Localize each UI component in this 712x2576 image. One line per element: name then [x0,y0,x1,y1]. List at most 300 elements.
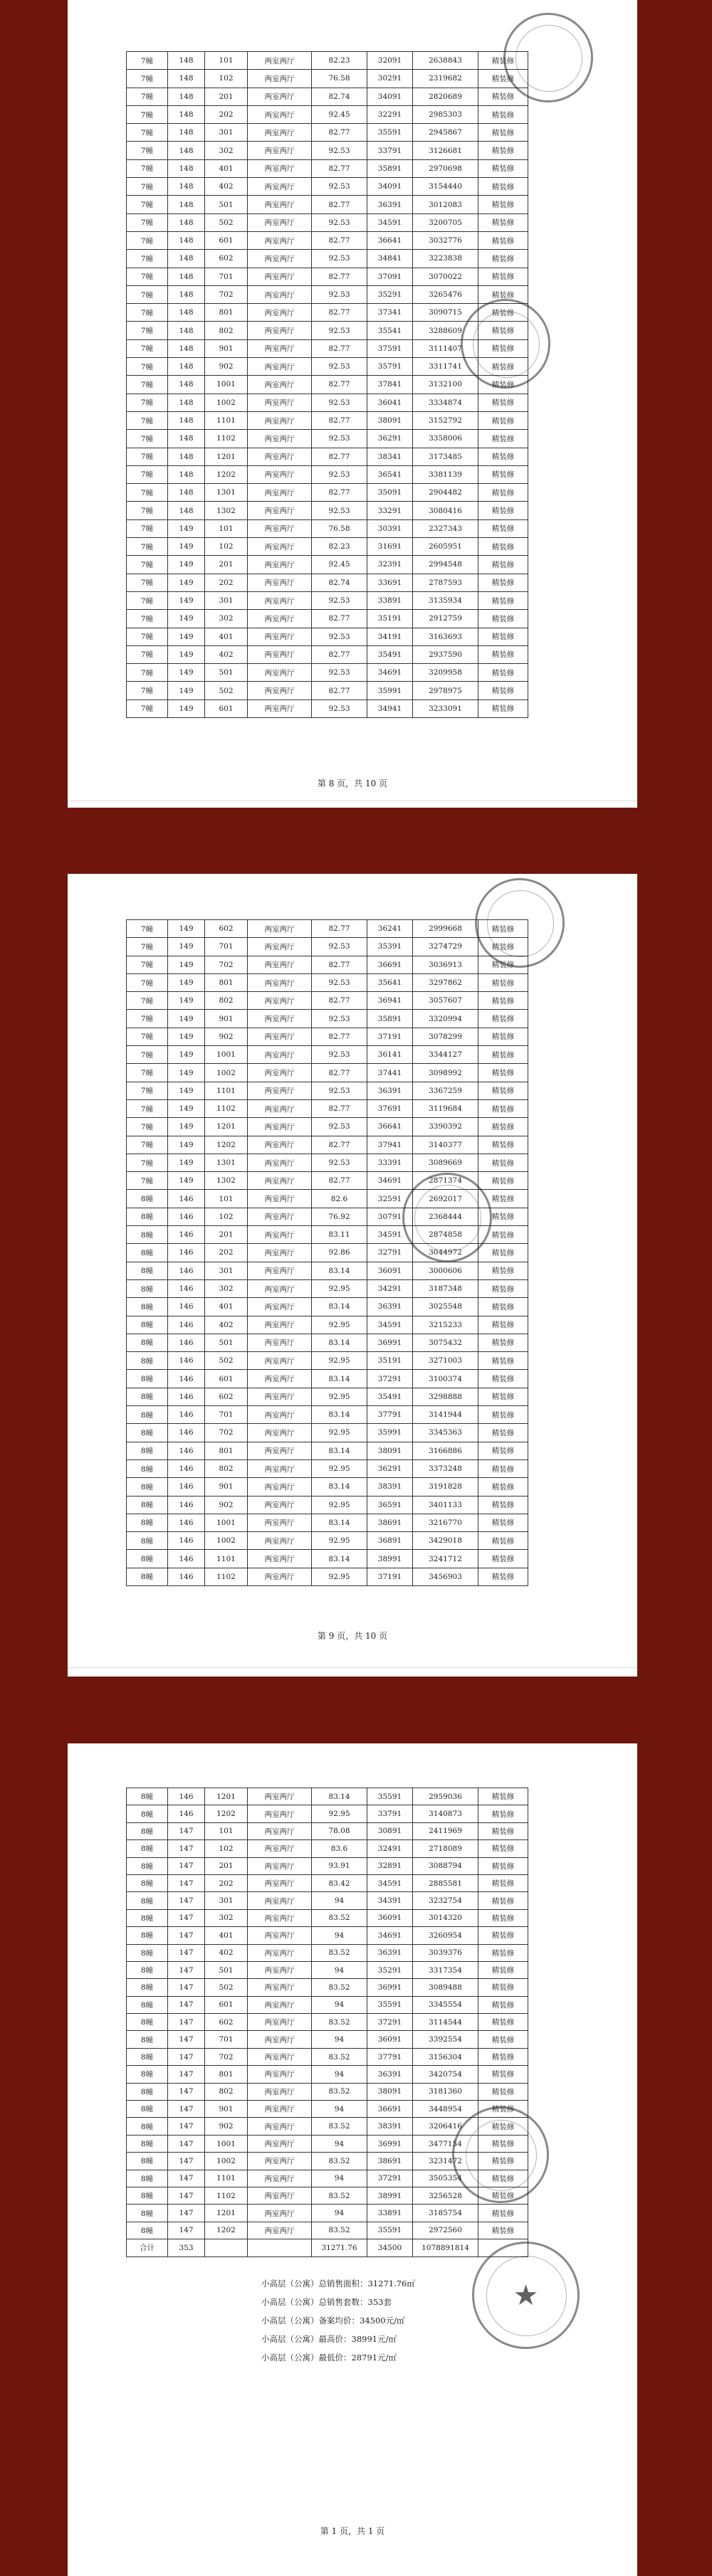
table-cell: 8幢 [127,1532,168,1550]
table-cell: 147 [168,2118,205,2135]
table-cell: 两室两厅 [248,1172,312,1190]
table-cell: 902 [205,1028,248,1045]
table-cell: 147 [168,1944,205,1961]
table-cell: 34391 [367,1892,413,1909]
table-cell: 146 [168,1244,205,1262]
table-cell: 精装修 [478,1262,528,1279]
table-row [127,1352,528,1370]
table-row [127,1388,528,1405]
table-cell: 82.77 [312,956,367,973]
table-cell: 精装修 [478,358,528,376]
table-cell: 精装修 [478,1909,528,1926]
table-cell: 两室两厅 [248,1568,312,1585]
table-cell: 精装修 [478,1352,528,1370]
table-cell: 精装修 [478,1514,528,1531]
table-cell: 1301 [205,1154,248,1171]
table-cell: 3057607 [413,992,478,1010]
table-cell: 148 [168,411,205,429]
table-cell: 7幢 [127,411,168,429]
summary-total-units: 小高层（公寓）总销售套数：353套 [261,2297,392,2307]
table-cell: 7幢 [127,1064,168,1082]
table-cell: 2912759 [413,610,478,628]
table-cell: 8幢 [127,1442,168,1459]
table-row [127,1478,528,1496]
table-cell: 92.95 [312,1352,367,1370]
table-cell: 8幢 [127,1788,168,1805]
table-cell: 94 [312,1892,367,1909]
table-cell: 83.14 [312,1788,367,1805]
table-cell: 7幢 [127,645,168,663]
table-cell: 102 [205,1208,248,1225]
table-cell: 37191 [367,1028,413,1045]
table-cell: 精装修 [478,105,528,123]
table-row [127,250,528,268]
table-cell: 1202 [205,2222,248,2239]
table-cell: 147 [168,2135,205,2152]
table-cell: 702 [205,2048,248,2065]
table-cell: 2978975 [413,682,478,700]
table-cell: 38341 [367,448,413,465]
table-cell: 7幢 [127,1082,168,1099]
table-cell: 精装修 [478,124,528,142]
table-cell: 1101 [205,1082,248,1099]
table-cell: 1302 [205,1172,248,1190]
table-cell: 83.42 [312,1874,367,1891]
table-row [127,2048,528,2065]
table-row [127,556,528,574]
table-cell: 3025548 [413,1298,478,1316]
table-cell: 精装修 [478,1046,528,1064]
table-cell: 92.95 [312,1388,367,1405]
table-cell: 149 [168,1154,205,1171]
table-cell: 精装修 [478,519,528,537]
table-cell: 148 [168,142,205,159]
table-cell: 1001 [205,376,248,394]
table-cell: 302 [205,142,248,159]
table-cell: 31691 [367,538,413,556]
table-cell: 8幢 [127,1334,168,1351]
table-cell: 82.74 [312,88,367,105]
table-cell: 8幢 [127,1550,168,1568]
table-cell: 146 [168,1388,205,1405]
table-cell: 32291 [367,105,413,123]
table-cell: 精装修 [478,1370,528,1388]
table-cell: 102 [205,70,248,88]
table-cell: 精装修 [478,1154,528,1171]
page-footer: 第 1 页，共 1 页 [320,2526,385,2536]
table-cell: 精装修 [478,1996,528,2013]
table-cell: 7幢 [127,1099,168,1117]
official-seal-stamp [503,13,593,102]
table-cell: 83.52 [312,1944,367,1961]
table-row [127,1298,528,1316]
table-cell: 3241712 [413,1550,478,1568]
table-cell: 7幢 [127,1172,168,1190]
table-row [127,502,528,519]
table-cell: 精装修 [478,2153,528,2170]
table-cell: 148 [168,285,205,303]
table-row [127,973,528,991]
table-cell: 602 [205,920,248,938]
table-cell: 148 [168,88,205,105]
table-cell: 3311741 [413,358,478,376]
table-cell: 82.77 [312,1064,367,1082]
table-cell: 8幢 [127,1298,168,1316]
table-cell: 502 [205,682,248,700]
official-seal-stamp [461,299,550,389]
table-cell: 两室两厅 [248,52,312,70]
table-cell: 149 [168,920,205,938]
table-cell: 34591 [367,1874,413,1891]
table-row [127,628,528,645]
table-cell: 34691 [367,664,413,682]
table-cell: 1202 [205,1805,248,1822]
table-cell: 146 [168,1298,205,1316]
table-cell: 精装修 [478,700,528,717]
table-cell: 两室两厅 [248,213,312,231]
table-row [127,1459,528,1477]
table-cell: 38691 [367,2153,413,2170]
table-cell: 精装修 [478,339,528,357]
official-seal-stamp [402,1173,492,1262]
table-cell: 82.77 [312,610,367,628]
table-cell: 3317354 [413,1961,478,1978]
table-cell: 3154440 [413,178,478,196]
table-cell: 精装修 [478,1010,528,1028]
table-cell: 两室两厅 [248,105,312,123]
table-cell: 38991 [367,2187,413,2204]
table-cell: 501 [205,1961,248,1978]
table-cell: 148 [168,358,205,376]
table-row [127,1082,528,1099]
table-cell: 701 [205,2031,248,2048]
table-cell: 37841 [367,376,413,394]
total-cell: 1078891814 [413,2239,478,2256]
table-cell: 36691 [367,2101,413,2118]
table-cell: 精装修 [478,682,528,700]
table-cell: 7幢 [127,70,168,88]
table-cell: 149 [168,628,205,645]
table-cell: 两室两厅 [248,1208,312,1225]
table-row [127,956,528,973]
table-cell: 8幢 [127,1927,168,1944]
table-cell: 7幢 [127,124,168,142]
table-cell: 精装修 [478,1840,528,1857]
table-row [127,213,528,231]
table-cell: 3173485 [413,448,478,465]
official-seal-stamp [475,878,565,968]
table-cell: 301 [205,1892,248,1909]
table-cell: 两室两厅 [248,1459,312,1477]
table-cell: 148 [168,268,205,285]
table-cell: 7幢 [127,973,168,991]
table-cell: 精装修 [478,1190,528,1208]
table-cell: 82.77 [312,124,367,142]
table-cell: 146 [168,1568,205,1585]
table-cell: 8幢 [127,1406,168,1424]
table-cell: 83.52 [312,2153,367,2170]
table-cell: 3505354 [413,2170,478,2187]
table-cell: 33791 [367,1805,413,1822]
table-cell: 3100374 [413,1370,478,1388]
table-row [127,1822,528,1839]
table-cell: 两室两厅 [248,1857,312,1874]
table-cell: 3231472 [413,2153,478,2170]
table-cell: 精装修 [478,1927,528,1944]
table-cell: 精装修 [478,1822,528,1839]
table-cell: 两室两厅 [248,159,312,177]
table-cell: 8幢 [127,2222,168,2239]
table-cell: 精装修 [478,213,528,231]
table-cell: 两室两厅 [248,394,312,411]
table-cell: 902 [205,358,248,376]
table-cell: 35891 [367,1010,413,1028]
table-cell: 82.77 [312,1136,367,1154]
table-cell: 92.53 [312,465,367,483]
table-cell: 7幢 [127,502,168,519]
table-cell: 3297862 [413,973,478,991]
table-row [127,700,528,717]
table-cell: 37791 [367,2048,413,2065]
table-cell: 两室两厅 [248,2014,312,2031]
table-cell: 92.53 [312,430,367,448]
table-cell: 8幢 [127,2205,168,2222]
table-cell: 83.52 [312,1909,367,1926]
summary-min-price: 小高层（公寓）最低价：28791元/㎡ [261,2353,397,2363]
table-cell: 精装修 [478,920,528,938]
page-bottom-rule [68,1667,637,1668]
table-cell: 两室两厅 [248,2083,312,2100]
table-row [127,1316,528,1334]
table-cell: 146 [168,1514,205,1531]
table-cell: 1102 [205,1099,248,1117]
table-cell: 3132100 [413,376,478,394]
table-cell: 3141944 [413,1406,478,1424]
table-cell: 7幢 [127,920,168,938]
table-cell: 36991 [367,1979,413,1996]
table-cell: 1102 [205,2187,248,2204]
table-cell: 82.77 [312,448,367,465]
table-cell: 精装修 [478,484,528,502]
table-cell: 3044972 [413,1244,478,1262]
table-cell: 精装修 [478,574,528,591]
table-cell: 精装修 [478,376,528,394]
table-cell: 3089669 [413,1154,478,1171]
table-cell: 37291 [367,2014,413,2031]
table-cell: 7幢 [127,1010,168,1028]
table-cell: 301 [205,1262,248,1279]
table-cell: 801 [205,1442,248,1459]
table-cell: 8幢 [127,1244,168,1262]
table-cell: 701 [205,268,248,285]
total-cell: 353 [168,2239,205,2256]
table-cell: 8幢 [127,2153,168,2170]
table-cell: 902 [205,2118,248,2135]
table-cell: 83.14 [312,1262,367,1279]
table-cell: 两室两厅 [248,178,312,196]
table-cell: 35291 [367,1961,413,1978]
table-cell: 精装修 [478,556,528,574]
table-cell: 7幢 [127,938,168,956]
table-cell: 149 [168,610,205,628]
table-cell: 精装修 [478,142,528,159]
table-cell: 1001 [205,1046,248,1064]
table-cell: 8幢 [127,1279,168,1297]
table-cell: 两室两厅 [248,430,312,448]
total-cell: 31271.76 [312,2239,367,2256]
table-row [127,465,528,483]
table-cell: 76.58 [312,519,367,537]
table-cell: 701 [205,1406,248,1424]
table-cell: 两室两厅 [248,339,312,357]
table-cell: 34591 [367,1226,413,1244]
table-cell: 精装修 [478,268,528,285]
table-row [127,1874,528,1891]
table-cell: 精装修 [478,1118,528,1136]
table-cell: 精装修 [478,1568,528,1585]
table-row [127,2066,528,2083]
table-cell: 两室两厅 [248,2222,312,2239]
table-cell: 两室两厅 [248,538,312,556]
table-cell: 两室两厅 [248,2031,312,2048]
table-cell: 7幢 [127,213,168,231]
table-cell: 两室两厅 [248,992,312,1010]
table-cell: 两室两厅 [248,448,312,465]
table-cell: 2871374 [413,1172,478,1190]
table-row [127,2205,528,2222]
table-cell: 147 [168,2187,205,2204]
table-cell: 7幢 [127,574,168,591]
table-cell: 147 [168,2048,205,2065]
table-cell: 3119684 [413,1099,478,1117]
table-cell: 两室两厅 [248,304,312,322]
table-cell: 两室两厅 [248,1840,312,1857]
table-cell: 8幢 [127,2135,168,2152]
table-cell: 7幢 [127,448,168,465]
table-cell: 精装修 [478,1028,528,1045]
table-cell: 802 [205,992,248,1010]
table-cell: 3209958 [413,664,478,682]
table-cell: 36391 [367,1082,413,1099]
table-cell: 精装修 [478,1279,528,1297]
table-cell: 3191828 [413,1478,478,1496]
table-cell: 精装修 [478,1208,528,1225]
table-cell: 82.77 [312,1172,367,1190]
table-cell: 两室两厅 [248,1944,312,1961]
table-cell: 精装修 [478,538,528,556]
table-cell: 901 [205,339,248,357]
table-cell: 1201 [205,2205,248,2222]
table-cell: 两室两厅 [248,1406,312,1424]
table-cell: 两室两厅 [248,1136,312,1154]
table-cell: 301 [205,591,248,609]
table-cell: 36091 [367,1909,413,1926]
table-cell: 92.53 [312,1046,367,1064]
price-table [126,51,528,718]
table-cell: 202 [205,1874,248,1891]
table-cell: 147 [168,1927,205,1944]
table-row [127,574,528,591]
table-cell: 3260954 [413,1927,478,1944]
table-cell: 601 [205,700,248,717]
table-cell: 1001 [205,2135,248,2152]
table-cell: 8幢 [127,1388,168,1405]
table-cell: 2718089 [413,1840,478,1857]
table-cell: 两室两厅 [248,1892,312,1909]
table-cell: 202 [205,105,248,123]
table-cell: 149 [168,1028,205,1045]
table-cell: 35091 [367,484,413,502]
table-cell: 83.11 [312,1226,367,1244]
table-cell: 精装修 [478,304,528,322]
table-cell: 精装修 [478,1459,528,1477]
table-row [127,1892,528,1909]
table-cell: 两室两厅 [248,556,312,574]
table-cell: 92.95 [312,1279,367,1297]
table-cell: 两室两厅 [248,1514,312,1531]
table-cell: 两室两厅 [248,2048,312,2065]
table-row [127,1334,528,1351]
table-cell: 3088794 [413,1857,478,1874]
table-cell: 149 [168,1172,205,1190]
table-cell: 两室两厅 [248,285,312,303]
table-cell: 1201 [205,448,248,465]
table-cell: 149 [168,1099,205,1117]
table-cell: 83.6 [312,1840,367,1857]
table-cell: 36991 [367,2135,413,2152]
table-cell: 501 [205,1334,248,1351]
table-cell: 精装修 [478,1298,528,1316]
table-cell: 1201 [205,1788,248,1805]
table-cell: 1002 [205,1532,248,1550]
table-cell: 92.53 [312,1154,367,1171]
table-row [127,70,528,88]
table-cell: 8幢 [127,1805,168,1822]
summary-average-price: 小高层（公寓）备案均价：34500元/㎡ [261,2316,405,2326]
table-cell: 3166886 [413,1442,478,1459]
table-cell: 3036913 [413,956,478,973]
table-cell: 82.77 [312,992,367,1010]
table-cell: 92.53 [312,628,367,645]
table-cell: 3140377 [413,1136,478,1154]
table-cell: 3200705 [413,213,478,231]
table-cell: 精装修 [478,70,528,88]
table-row [127,159,528,177]
table-cell: 两室两厅 [248,1805,312,1822]
table-cell: 两室两厅 [248,124,312,142]
table-cell: 82.77 [312,645,367,663]
table-cell: 3000606 [413,1262,478,1279]
table-row [127,1944,528,1961]
table-row [127,1118,528,1136]
table-cell: 401 [205,1927,248,1944]
table-cell: 两室两厅 [248,465,312,483]
table-cell: 7幢 [127,430,168,448]
table-cell: 8幢 [127,2031,168,2048]
table-cell: 8幢 [127,1909,168,1926]
table-cell: 3163693 [413,628,478,645]
table-cell: 82.77 [312,196,367,213]
table-cell: 30291 [367,70,413,88]
page-footer: 第 9 页，共 10 页 [317,1631,388,1641]
table-cell: 92.53 [312,285,367,303]
table-cell: 精装修 [478,2014,528,2031]
table-cell: 149 [168,1064,205,1082]
table-cell: 精装修 [478,231,528,249]
table-cell: 83.52 [312,2222,367,2239]
table-cell: 36541 [367,465,413,483]
table-cell: 302 [205,1909,248,1926]
